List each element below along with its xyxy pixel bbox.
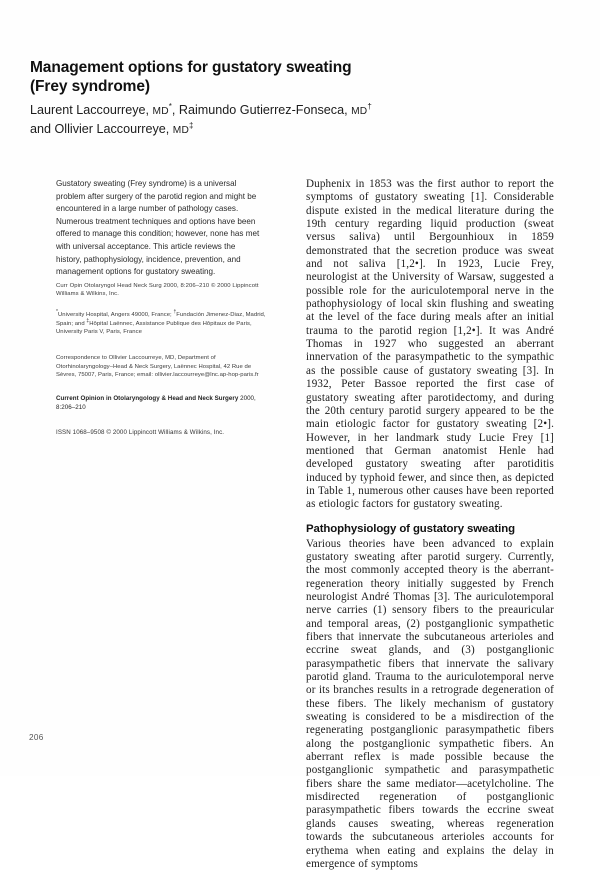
journal-name: Current Opinion in Otolaryngology & Head and Neck Surgery: [56, 395, 239, 402]
author-list: [30, 102, 450, 139]
issn-text: ISSN 1068–9508 © 2000 Lippincott Williams & Wilkins, Inc.: [56, 429, 225, 436]
journal-reference: [56, 394, 268, 412]
correspondence-text: Correspondence to Ollivier Laccourreye, MD, Department of Otorhinolaryngology–Head & Neck Surgery, Laënnec Hospital, 42 Rue de Sèvres, 75007, Paris, France; email: ollivier.laccourreye@lnc.ap-hop-paris.fr: [56, 355, 259, 379]
correspondence-block: [56, 354, 268, 380]
pathophysiology-paragraph: Various theories have been advanced to explain gustatory sweating after parotid surgery. Currently, the most commonly accepted theory is the aberrant-regeneration theory initially suggested by French neurologist André Thomas [3]. The auriculotemporal nerve carries (1) sensory fibers to the preauricular and temporal areas, (2) postganglionic sympathetic fibers that innervate the subcutaneous arterioles and eccrine sweat glands, and (3) postganglionic parasympathetic fibers that innervate the salivary parotid gland. Trauma to the auriculotemporal nerve or its branches results in a retrograde degeneration of these fibers. The likely mechanism of gustatory sweating is considered to be a misdirection of the regenerating postganglionic parasympathetic fibers along the postganglionic sympathetic fibers. An aberrant reflex is made possible because the postganglionic sympathetic and parasympathetic fibers share the same mediator—acetylcholine. The misdirected regeneration of postganglionic parasympathetic fibers towards the eccrine sweat glands causes sweating, whereas regeneration towards the subcutaneous arterioles accounts for erythema when eating and explains the delay in emergence of symptoms: [306, 537, 554, 870]
journal-volume-pages: 2000, 8:206–210: [56, 395, 256, 411]
author-separator: , Raimundo Gutierrez-Fonseca,: [171, 103, 352, 117]
page-title: [30, 58, 450, 96]
article-title-line-1: Management options for gustatory sweating: [30, 59, 352, 76]
affiliation-marker-1: *: [56, 309, 58, 316]
affiliation-2: Fundación Jimenez-Diaz, Madrid, Spain; and: [56, 312, 266, 327]
author-affiliation-marker-2: †: [367, 101, 372, 111]
abstract-text: Gustatory sweating (Frey syndrome) is a universal problem after surgery of the parotid region and might be encountered in a large number of pathology cases. Numerous treatment techniques and options have been offered to manage this condition; however, none has met with universal acceptance. This article reviews the history, pathophysiology, incidence, prevention, and management options for gustatory sweating.: [56, 179, 260, 277]
section-heading-pathophysiology: Pathophysiology of gustatory sweating: [306, 522, 515, 535]
author-degree-3: MD: [172, 124, 190, 136]
author-degree-1: MD: [152, 106, 169, 117]
author-affiliation-marker-3: ‡: [189, 120, 194, 130]
title-block: [30, 58, 450, 139]
author-name-3: and Ollivier Laccourreye,: [30, 121, 173, 136]
abstract-source-citation: Curr Opin Otolaryngol Head Neck Surg 2000, 8:206–210 © 2000 Lippincott Williams & Wilkins, Inc.: [56, 282, 259, 298]
affiliations-block: [56, 311, 266, 337]
issn-block: [56, 428, 268, 437]
left-column: [56, 178, 261, 299]
journal-reference-block: [56, 394, 268, 412]
affiliation-1: University Hospital, Angers 49000, France;: [58, 312, 174, 318]
page-number: 206: [29, 733, 44, 742]
author-degree-2: MD: [351, 106, 368, 117]
affiliations-text: [56, 311, 266, 337]
article-title-line-2: (Frey syndrome): [30, 78, 150, 95]
affiliation-marker-2: †: [173, 309, 177, 316]
affiliation-3: Hôpital Laënnec, Assistance Publique des Hôpitaux de Paris, University Paris V, Paris, France: [56, 320, 252, 336]
intro-paragraph: Duphenix in 1853 was the first author to report the symptoms of gustatory sweating [1]. Considerable dispute existed in the medical literature during the 19th century regarding liquid production (sweat versus saliva) until Bergounhioux in 1859 demonstrated that the secretion produce was sweat and not saliva [1,2•]. In 1923, Lucie Frey, neurologist at the University of Warsaw, suggested a possible role for the auriculotemporal nerve in the pathophysiology of local skin flushing and sweating at the level of the face during meals after an initial trauma to the parotid region [1,2•]. It was André Thomas in 1927 who suggested an aberrant innervation of the parasympathetic to the sympathic as the possible cause of gustatory sweating [3]. In 1932, Peter Bassoe reported the first case of gustatory sweating after parotidectomy, and during the 20th century parotid surgery appeared to be the main etiologic factor for gustatory sweating [2•]. However, in her landmark study Lucie Frey [1] mentioned that German anatomist Henle had developed gustatory sweating after parotiditis induced by typhoid fewer, and since then, as depicted in Table 1, numerous other causes have been reported as etiologic factors for gustatory sweating.: [306, 178, 554, 511]
affiliation-marker-3: ‡: [86, 317, 90, 324]
author-affiliation-marker-1: *: [168, 101, 172, 111]
author-name-1: Laurent Laccourreye,: [30, 103, 153, 117]
right-column: [306, 178, 554, 871]
